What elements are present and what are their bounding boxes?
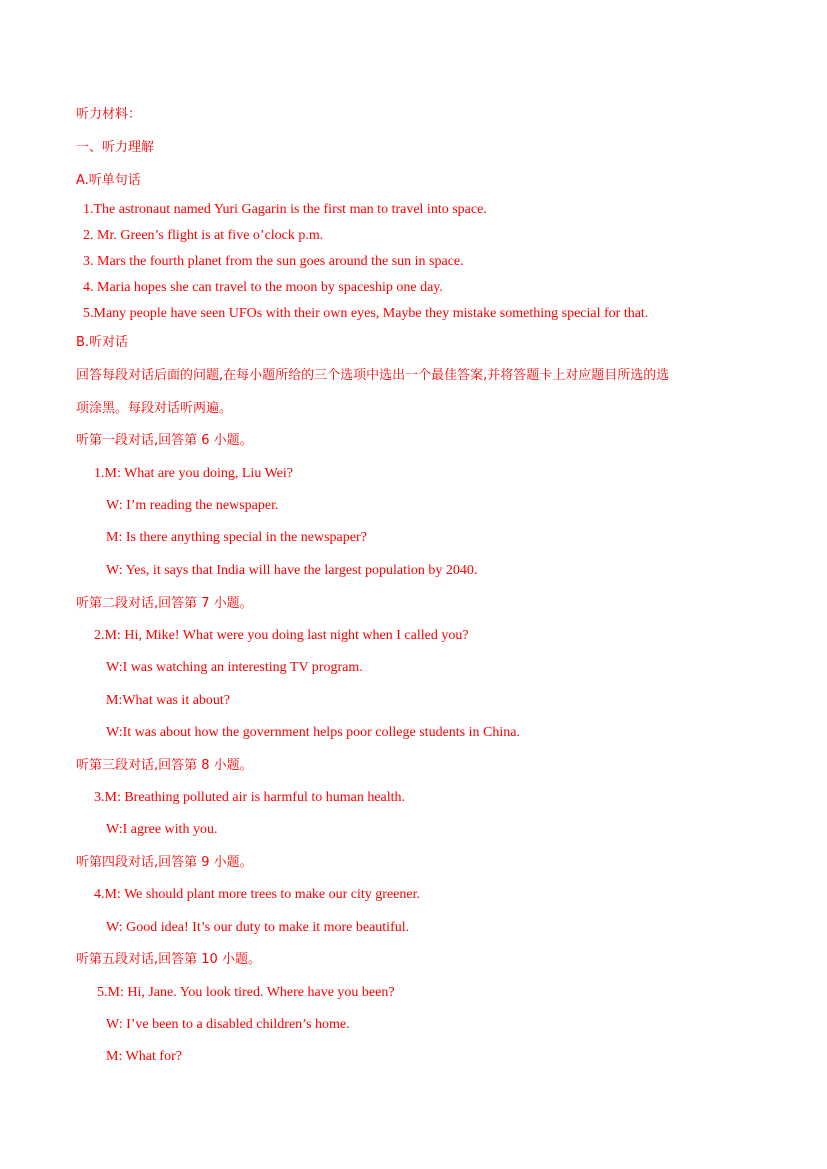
dialog-2-line-3: M:What was it about? <box>106 693 231 708</box>
instruction-line-2: 项涂黑。每段对话听两遍。 <box>76 401 233 416</box>
dialog-2-line-1: 2.M: Hi, Mike! What were you doing last night when I called you? <box>94 628 469 643</box>
sentence-3: 3. Mars the fourth planet from the sun goes around the sun in space. <box>83 254 464 269</box>
dialog-2-line-4: W:It was about how the government helps poor college students in China. <box>106 725 520 740</box>
dialog-4-line-2: W: Good idea! It’s our duty to make it more beautiful. <box>106 920 410 935</box>
dialog-2-prompt: 听第二段对话,回答第 7 小题。 <box>76 596 253 611</box>
section-a-title: A.听单句话 <box>76 173 141 188</box>
instruction-line-1: 回答每段对话后面的问题,在每小题所给的三个选项中选出一个最佳答案,并将答题卡上对应题目所选的选 <box>76 368 670 383</box>
dialog-1-line-4: W: Yes, it says that India will have the largest population by 2040. <box>106 563 478 578</box>
section-b-title: B.听对话 <box>76 335 129 350</box>
dialog-1-line-1: 1.M: What are you doing, Liu Wei? <box>94 466 293 481</box>
dialog-4-line-1: 4.M: We should plant more trees to make our city greener. <box>94 887 420 902</box>
dialog-1-prompt: 听第一段对话,回答第 6 小题。 <box>76 433 253 448</box>
dialog-3-line-1: 3.M: Breathing polluted air is harmful to human health. <box>94 790 406 805</box>
dialog-1-line-3: M: Is there anything special in the newspaper? <box>106 530 367 545</box>
sentence-2: 2. Mr. Green’s flight is at five o’clock p.m. <box>83 228 324 243</box>
sentence-1: 1.The astronaut named Yuri Gagarin is the first man to travel into space. <box>83 202 487 217</box>
dialog-5-line-3: M: What for? <box>106 1049 182 1064</box>
dialog-4-prompt: 听第四段对话,回答第 9 小题。 <box>76 855 253 870</box>
sentence-4: 4. Maria hopes she can travel to the moon by spaceship one day. <box>83 280 443 295</box>
heading: 听力材料： <box>76 107 142 122</box>
dialog-2-line-2: W:I was watching an interesting TV program. <box>106 660 363 675</box>
dialog-1-line-2: W: I’m reading the newspaper. <box>106 498 279 513</box>
dialog-5-line-1: 5.M: Hi, Jane. You look tired. Where have you been? <box>97 985 395 1000</box>
dialog-5-line-2: W: I’ve been to a disabled children’s home. <box>106 1017 350 1032</box>
dialog-5-prompt: 听第五段对话,回答第 10 小题。 <box>76 952 261 967</box>
dialog-3-prompt: 听第三段对话,回答第 8 小题。 <box>76 758 253 773</box>
dialog-3-line-2: W:I agree with you. <box>106 822 218 837</box>
part1-title: 一、听力理解 <box>76 140 155 155</box>
sentence-5: 5.Many people have seen UFOs with their own eyes, Maybe they mistake something special for that. <box>83 306 649 321</box>
